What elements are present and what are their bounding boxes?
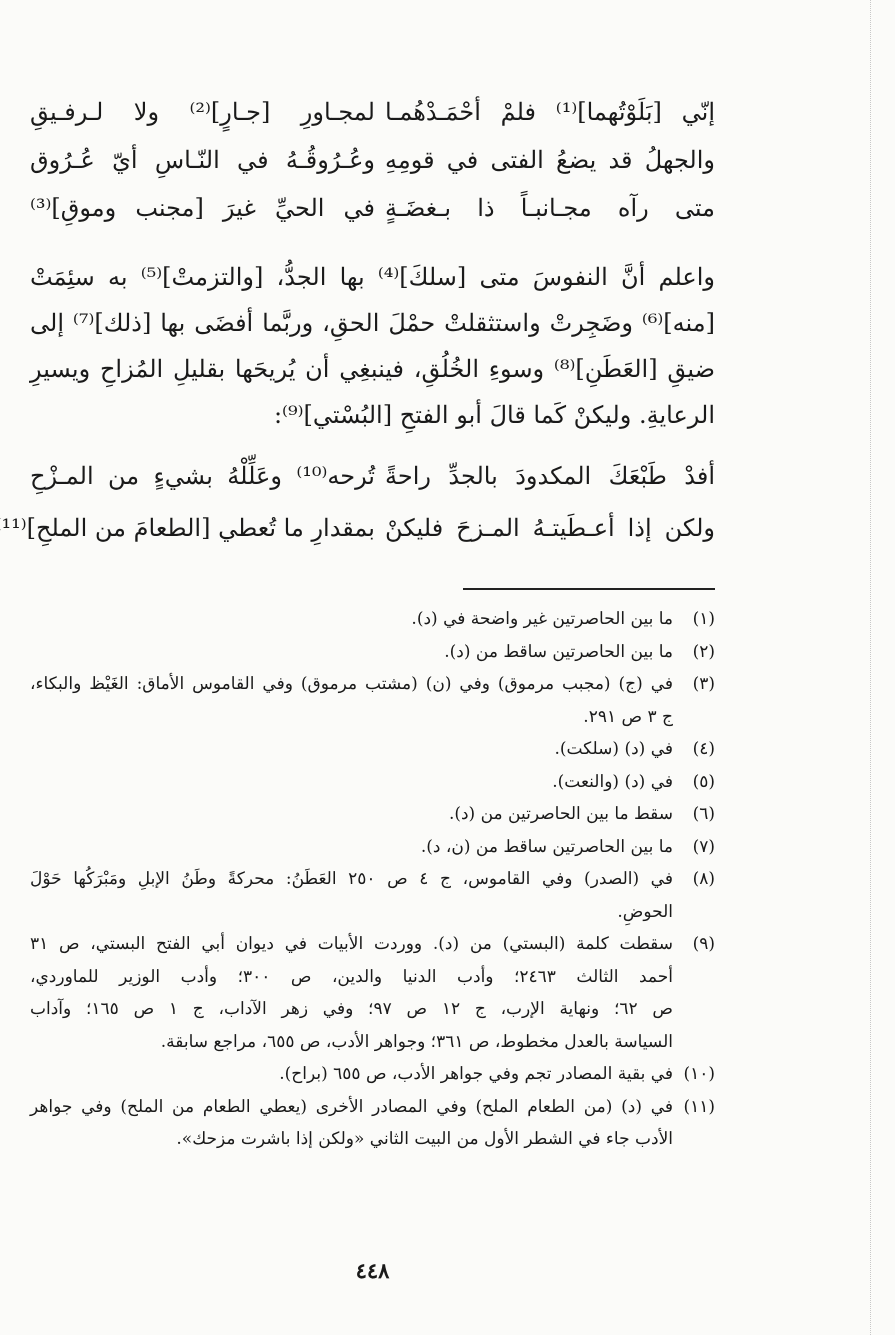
footnote-text: في بقية المصادر تجم وفي جواهر الأدب، ص ٦٥٥ (براح). xyxy=(279,1064,673,1084)
footnote-number: (١) xyxy=(692,609,715,629)
footnote-number: (٩) xyxy=(692,934,715,954)
verse-line xyxy=(1,514,715,566)
footnote-text: في (د) (من الطعام الملح) وفي المصادر الأخرى (يعطي الطعام من الملح) وفي جواهر xyxy=(30,1096,673,1117)
footnote-number: (٥) xyxy=(692,771,715,792)
footnote-text: سقط ما بين الحاصرتين من (د). xyxy=(448,804,673,824)
verse-first-hemistich: متى رآه مجـانبـاً ذا بـغضَـةٍ xyxy=(385,194,715,222)
footnote xyxy=(30,1091,715,1156)
footnote-number: (٦) xyxy=(692,804,715,824)
footnote-text: في (د) (والنعت). xyxy=(552,771,673,792)
page-edge-line xyxy=(869,0,871,1335)
footnote-number: (٣) xyxy=(692,674,715,694)
footnote-text: الحوضِ. xyxy=(617,901,673,922)
poem-verses-2 xyxy=(1,462,715,566)
verse-first-hemistich: أفدْ طَبْعَكَ المكدودَ بالجدِّ راحةً xyxy=(385,462,715,490)
verse-first-hemistich: والجهلُ قد يضعُ الفتى في قومِهِ xyxy=(385,146,715,174)
verse-line xyxy=(30,462,715,514)
footnote xyxy=(30,1058,715,1091)
verse-second-hemistich: لمجـاورِ [جـارٍ]⁽²⁾ ولا لـرفـيقِ xyxy=(30,98,375,126)
footnote-text: ما بين الحاصرتين غير واضحة في (د). xyxy=(411,609,673,629)
footnote-number: (٧) xyxy=(692,836,715,857)
footnote-text: في (ج) (مجبب مرموق) وفي (ن) (مشتب مرموق) وفي القاموس الأماق: الغَيْظ والبكاء، xyxy=(30,674,673,694)
verse-line xyxy=(30,98,715,146)
footnote-text: في (الصدر) وفي القاموس، ج ٤ ص ٢٥٠ العَطَنُ: محركةً وطَنُ الإبلِ ومَبْرَكُها حَوْلَ xyxy=(30,869,673,889)
footnotes xyxy=(30,603,715,1156)
footnote-number: (٤) xyxy=(692,739,715,759)
verse-first-hemistich: إنّي [بَلَوْتُهما]⁽¹⁾ فلمْ أحْمَـدْهُمـا xyxy=(385,98,715,126)
footnote-text: ص ٦٢؛ ونهاية الإرب، ج ١٢ ص ٩٧؛ وفي زهر الآداب، ج ١ ص ١٦٥؛ وآداب xyxy=(30,999,673,1019)
prose-line: الرعايةِ. وليكنْ كَما قالَ أبو الفتحِ [البُسْتي]⁽⁹⁾: xyxy=(273,401,715,429)
footnote-number: (١١) xyxy=(683,1096,715,1117)
footnote xyxy=(30,603,715,636)
footnote xyxy=(30,668,715,733)
footnote-number: (١٠) xyxy=(683,1064,715,1084)
page-number: ٤٤٨ xyxy=(355,1258,390,1283)
prose-line: ضيقِ [العَطَنِ]⁽⁸⁾ وسوءِ الخُلُقِ، فينبغِي أن يُريحَها بقليلِ المُزاحِ ويسيرِ xyxy=(30,355,716,383)
verse-second-hemistich: في الحيِّ غيرَ [مجنب وموقِ]⁽³⁾ xyxy=(30,194,375,222)
verse-first-hemistich: ولكن إذا أعـطَيتـهُ المـزحَ فليكنْ xyxy=(385,514,715,542)
book-page xyxy=(1,0,716,1335)
footnote-text: السياسة بالعدل مخطوط، ص ٣٦١؛ وجواهر الأدب، ص ٦٥٥، مراجع سابقة. xyxy=(160,1031,673,1052)
footnote-text: ما بين الحاصرتين ساقط من (د). xyxy=(444,641,673,662)
footnote xyxy=(30,766,715,799)
footnote xyxy=(30,636,715,669)
footnote-separator xyxy=(463,588,715,590)
prose-paragraph xyxy=(30,254,715,438)
prose-line: واعلم أنَّ النفوسَ متى [سلكَ]⁽⁴⁾ بها الجدُّ، [والتزمتْ]⁽⁵⁾ به سئِمَتْ xyxy=(30,263,716,291)
footnote xyxy=(30,863,715,928)
footnote xyxy=(30,928,715,1058)
footnote-number: (٨) xyxy=(692,869,715,889)
footnote xyxy=(30,798,715,831)
verse-second-hemistich: تُرحه⁽¹⁰⁾ وعَلِّلْهُ بشيءٍ من المـزْحِ xyxy=(30,462,375,490)
verse-second-hemistich: وعُـرُوقُـهُ في النّـاسِ أيّ عُـرُوق xyxy=(30,146,375,174)
footnote-number: (٢) xyxy=(692,641,715,662)
footnote-text: ما بين الحاصرتين ساقط من (ن، د). xyxy=(420,836,673,857)
prose-line: [منه]⁽⁶⁾ وضَجِرتْ واستثقلتْ حمْلَ الحقِ، وربَّما أفضَى بها [ذلك]⁽⁷⁾ إلى xyxy=(30,309,715,337)
verse-second-hemistich: بمقدارِ ما تُعطي [الطعامَ من الملحِ]⁽¹¹ xyxy=(1,514,375,542)
footnote xyxy=(30,733,715,766)
verse-line xyxy=(30,146,715,194)
footnote-text: أحمد الثالث ٢٤٦٣؛ وأدب الدنيا والدين، ص ٣٠٠؛ وأدب الوزير للماوردي، xyxy=(30,966,673,987)
footnote xyxy=(30,831,715,864)
verse-line xyxy=(30,194,715,242)
footnote-text: سقطت كلمة (البستي) من (د). ووردت الأبيات في ديوان أبي الفتح البستي، ص ٣١ xyxy=(30,934,673,954)
footnote-text: الأدب جاء في الشطر الأول من البيت الثاني «ولكن إذا باشرت مزحك». xyxy=(176,1129,673,1149)
footnote-text: ج ٣ ص ٢٩١. xyxy=(583,706,673,727)
footnote-text: في (د) (سلكت). xyxy=(554,739,673,759)
poem-verses-1 xyxy=(30,98,715,242)
